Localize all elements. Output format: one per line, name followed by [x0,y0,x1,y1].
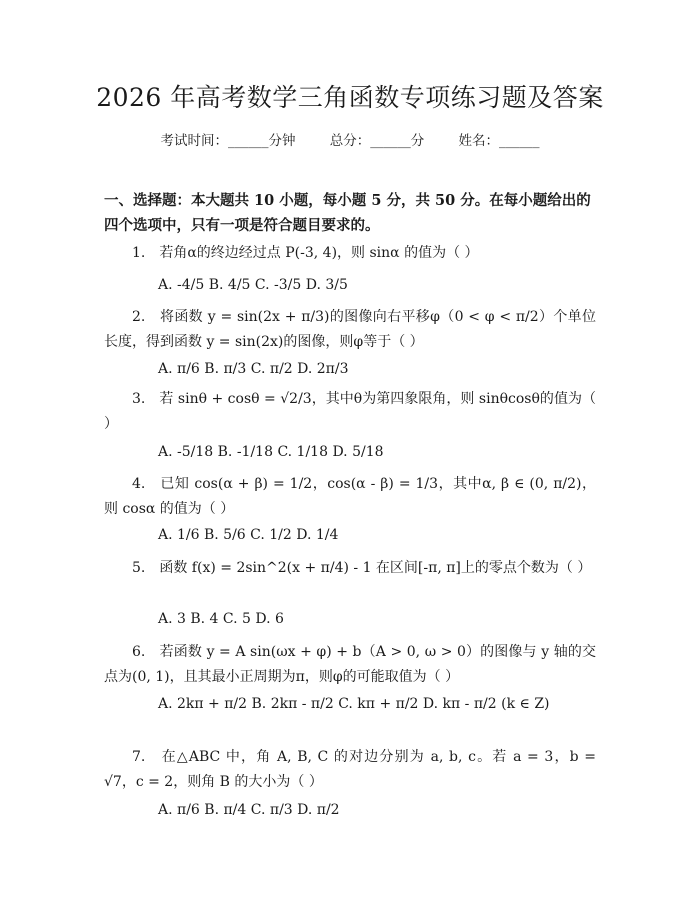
exam-time-field: 考试时间：______分钟 [160,133,296,149]
question-3-stem: 3. 若 sinθ + cosθ = √2/3，其中θ为第四象限角，则 sinθcosθ的值为（ ） [104,391,596,432]
question-7-stem: 7. 在△ABC 中，角 A, B, C 的对边分别为 a, b, c。若 a = 3，b = √7，c = 2，则角 B 的大小为（ ） [104,749,596,790]
question-5-stem: 5. 函数 f(x) = 2sin^2(x + π/4) - 1 在区间[-π, π]上的零点个数为（ ） [132,560,592,576]
question-6-options: A. 2kπ + π/2 B. 2kπ - π/2 C. kπ + π/2 D. kπ - π/2 (k ∈ Z) [158,696,550,712]
question-1-stem: 1. 若角α的终边经过点 P(-3, 4)，则 sinα 的值为（ ） [132,245,479,261]
section-heading: 一、选择题：本大题共 10 小题，每小题 5 分，共 50 分。在每小题给出的四个选项中，只有一项是符合题目要求的。 [104,192,591,234]
exam-meta-line [0,131,700,151]
question-4-options: A. 1/6 B. 5/6 C. 1/2 D. 1/4 [158,527,339,543]
question-5-options: A. 3 B. 4 C. 5 D. 6 [158,611,284,627]
total-score-field: 总分：______分 [329,133,425,149]
question-7-options: A. π/6 B. π/4 C. π/3 D. π/2 [158,802,340,818]
question-6-stem: 6. 若函数 y = A sin(ωx + φ) + b（A > 0, ω > 0）的图像与 y 轴的交点为(0, 1)，且其最小正周期为π，则φ的可能取值为（ ） [104,644,596,685]
exam-title: 2026 年高考数学三角函数专项练习题及答案 [96,83,604,112]
question-2-stem: 2. 将函数 y = sin(2x + π/3)的图像向右平移φ（0 < φ < π/2）个单位长度，得到函数 y = sin(2x)的图像，则φ等于（ ） [104,309,596,350]
question-2-options: A. π/6 B. π/3 C. π/2 D. 2π/3 [158,361,349,377]
question-1-options: A. -4/5 B. 4/5 C. -3/5 D. 3/5 [158,277,348,293]
question-3-options: A. -5/18 B. -1/18 C. 1/18 D. 5/18 [158,444,384,460]
question-4-stem: 4. 已知 cos(α + β) = 1/2，cos(α - β) = 1/3，其中α, β ∈ (0, π/2)，则 cosα 的值为（ ） [104,476,596,517]
student-name-field: 姓名：______ [458,133,540,149]
